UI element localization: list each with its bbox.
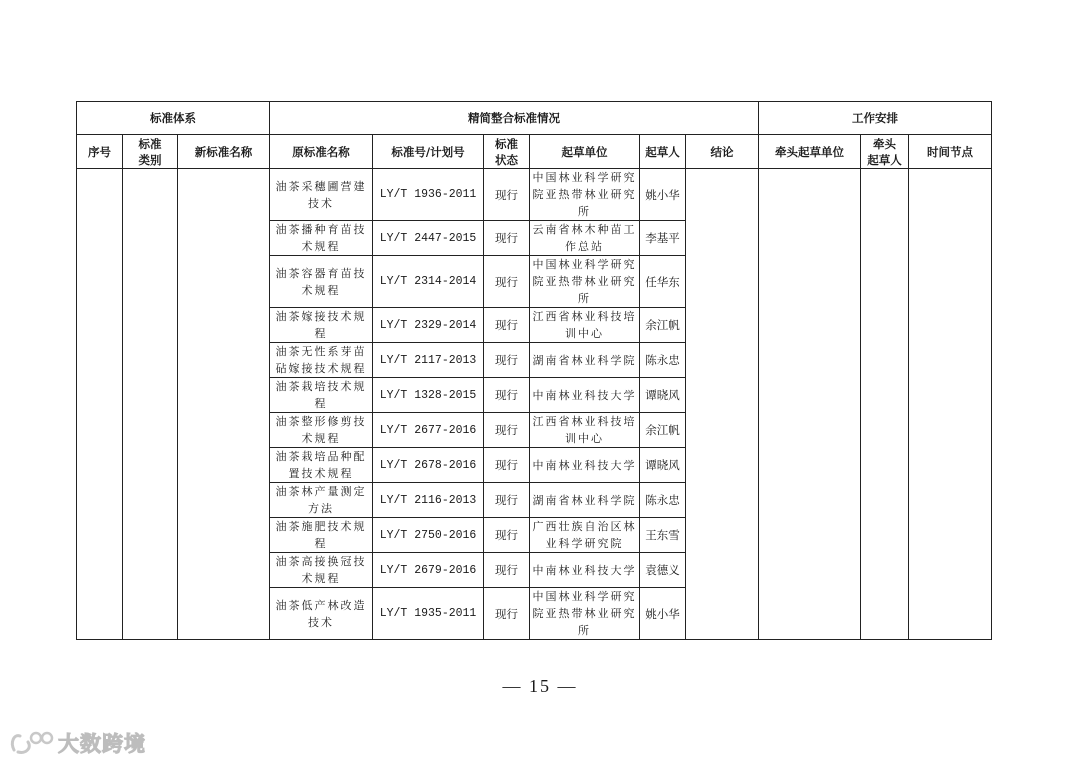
std-code: LY/T 2678-2016 xyxy=(373,448,484,483)
orig-std-name: 油茶林产量测定方法 xyxy=(270,483,373,518)
drafter: 袁德义 xyxy=(640,553,686,588)
col-org: 起草单位 xyxy=(530,135,640,169)
col-status-label: 标准 状态 xyxy=(495,136,519,167)
drafting-org: 中国林业科学研究院亚热带林业研究所 xyxy=(530,588,640,640)
merged-seq-cell xyxy=(77,169,123,640)
standards-table xyxy=(76,101,992,640)
std-status: 现行 xyxy=(484,256,530,308)
drafting-org: 广西壮族自治区林业科学研究院 xyxy=(530,518,640,553)
std-code: LY/T 1935-2011 xyxy=(373,588,484,640)
drafting-org: 江西省林业科技培训中心 xyxy=(530,308,640,343)
watermark xyxy=(8,726,146,760)
col-new-name: 新标准名称 xyxy=(178,135,270,169)
orig-std-name: 油茶施肥技术规程 xyxy=(270,518,373,553)
drafting-org: 湖南省林业科学院 xyxy=(530,343,640,378)
std-status: 现行 xyxy=(484,343,530,378)
watermark-logo-icon xyxy=(8,728,54,758)
drafter: 任华东 xyxy=(640,256,686,308)
std-code: LY/T 2447-2015 xyxy=(373,221,484,256)
std-status: 现行 xyxy=(484,221,530,256)
merged-timeline-cell xyxy=(909,169,992,640)
std-code: LY/T 2117-2013 xyxy=(373,343,484,378)
drafting-org: 中南林业科技大学 xyxy=(530,448,640,483)
col-seq: 序号 xyxy=(77,135,123,169)
orig-std-name: 油茶播种育苗技术规程 xyxy=(270,221,373,256)
std-status: 现行 xyxy=(484,308,530,343)
orig-std-name: 油茶采穗圃营建技术 xyxy=(270,169,373,221)
drafter: 姚小华 xyxy=(640,169,686,221)
std-code: LY/T 2677-2016 xyxy=(373,413,484,448)
drafting-org: 江西省林业科技培训中心 xyxy=(530,413,640,448)
orig-std-name: 油茶低产林改造技术 xyxy=(270,588,373,640)
std-status: 现行 xyxy=(484,378,530,413)
drafter: 余江帆 xyxy=(640,308,686,343)
std-status: 现行 xyxy=(484,588,530,640)
merged-new-name-cell xyxy=(178,169,270,640)
drafter: 余江帆 xyxy=(640,413,686,448)
drafting-org: 云南省林木种苗工作总站 xyxy=(530,221,640,256)
group-std-system: 标准体系 xyxy=(77,102,270,135)
std-code: LY/T 2116-2013 xyxy=(373,483,484,518)
orig-std-name: 油茶栽培品种配置技术规程 xyxy=(270,448,373,483)
col-std-category xyxy=(123,135,178,169)
merged-lead-org-cell xyxy=(759,169,861,640)
drafter: 王东雪 xyxy=(640,518,686,553)
std-code: LY/T 1936-2011 xyxy=(373,169,484,221)
merged-category-cell xyxy=(123,169,178,640)
drafting-org: 中南林业科技大学 xyxy=(530,378,640,413)
std-code: LY/T 1328-2015 xyxy=(373,378,484,413)
drafter: 谭晓风 xyxy=(640,448,686,483)
col-drafter: 起草人 xyxy=(640,135,686,169)
drafter: 姚小华 xyxy=(640,588,686,640)
col-timeline: 时间节点 xyxy=(909,135,992,169)
orig-std-name: 油茶嫁接技术规程 xyxy=(270,308,373,343)
table-body xyxy=(77,169,992,640)
drafter: 谭晓风 xyxy=(640,378,686,413)
col-lead-org: 牵头起草单位 xyxy=(759,135,861,169)
orig-std-name: 油茶整形修剪技术规程 xyxy=(270,413,373,448)
std-status: 现行 xyxy=(484,169,530,221)
std-status: 现行 xyxy=(484,518,530,553)
merged-conclusion-cell xyxy=(686,169,759,640)
std-code: LY/T 2679-2016 xyxy=(373,553,484,588)
col-status xyxy=(484,135,530,169)
drafter: 李基平 xyxy=(640,221,686,256)
merged-lead-drafter-cell xyxy=(861,169,909,640)
drafting-org: 中国林业科学研究院亚热带林业研究所 xyxy=(530,169,640,221)
col-lead-drafter-label: 牵头 起草人 xyxy=(867,136,902,167)
drafter: 陈永忠 xyxy=(640,343,686,378)
std-code: LY/T 2314-2014 xyxy=(373,256,484,308)
group-work-plan: 工作安排 xyxy=(759,102,992,135)
orig-std-name: 油茶栽培技术规程 xyxy=(270,378,373,413)
std-status: 现行 xyxy=(484,483,530,518)
drafting-org: 中国林业科学研究院亚热带林业研究所 xyxy=(530,256,640,308)
col-std-category-label: 标准 类别 xyxy=(138,136,162,167)
std-code: LY/T 2750-2016 xyxy=(373,518,484,553)
orig-std-name: 油茶无性系芽苗砧嫁接技术规程 xyxy=(270,343,373,378)
col-lead-drafter xyxy=(861,135,909,169)
orig-std-name: 油茶高接换冠技术规程 xyxy=(270,553,373,588)
orig-std-name: 油茶容器育苗技术规程 xyxy=(270,256,373,308)
std-code: LY/T 2329-2014 xyxy=(373,308,484,343)
drafter: 陈永忠 xyxy=(640,483,686,518)
col-orig-name: 原标准名称 xyxy=(270,135,373,169)
watermark-text: 大数跨境 xyxy=(58,732,146,756)
col-code: 标准号/计划号 xyxy=(373,135,484,169)
std-status: 现行 xyxy=(484,413,530,448)
column-header-row xyxy=(77,135,992,169)
std-status: 现行 xyxy=(484,448,530,483)
table-row xyxy=(77,169,992,221)
page-number: — 15 — xyxy=(502,676,578,696)
drafting-org: 湖南省林业科学院 xyxy=(530,483,640,518)
std-status: 现行 xyxy=(484,553,530,588)
group-header-row xyxy=(77,102,992,135)
group-simplify: 精简整合标准情况 xyxy=(270,102,759,135)
col-conclusion: 结论 xyxy=(686,135,759,169)
drafting-org: 中南林业科技大学 xyxy=(530,553,640,588)
